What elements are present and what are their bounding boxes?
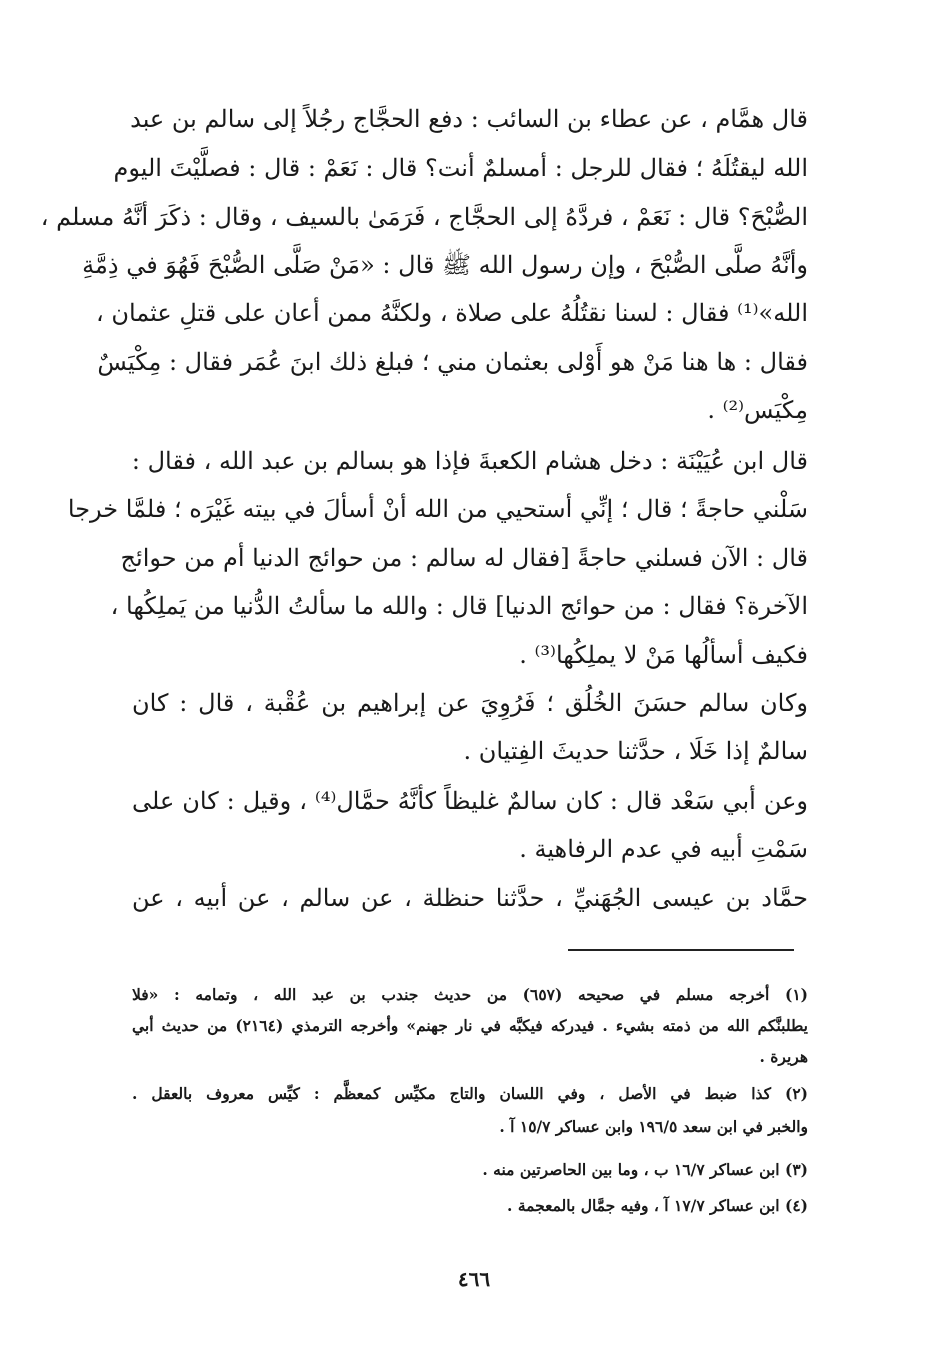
footnote-line: هريرة . <box>759 1047 808 1066</box>
footnote-line: يطلبنَّكم الله من ذمته بشيء . فيدركه فيكبَّه في نار جهنم» وأخرجه الترمذي (٢١٦٤) من حديث أبي <box>132 1016 808 1035</box>
footnote-separator <box>568 949 794 951</box>
body-line: حمَّاد بن عيسى الجُهَنيِّ ، حدَّثنا حنظلة ، عن سالم ، عن أبيه ، عن <box>132 884 808 912</box>
body-line: سالمٌ إذا خَلَا ، حدَّثنا حديثَ الفِتيان . <box>463 737 808 765</box>
body-line: مِكْيَس⁽²⁾ . <box>707 396 808 424</box>
footnote-line: (١) أخرجه مسلم في صحيحه (٦٥٧) من حديث جندب بن عبد الله ، وتمامه : «فلا <box>132 985 808 1004</box>
body-line: سَمْتِ أبيه في عدم الرفاهية . <box>519 835 808 863</box>
footnote-line: والخبر في ابن سعد ١٩٦/٥ وابن عساكر ١٥/٧ آ . <box>499 1117 808 1136</box>
body-line: وكان سالم حسَنَ الخُلُق ؛ فَرُوِيَ عن إبراهيم بن عُقْبة ، قال : كان <box>132 689 808 717</box>
page-number: ٤٦٦ <box>457 1267 491 1291</box>
body-line: فكيف أسألُها مَنْ لا يملِكُها⁽³⁾ . <box>519 641 808 669</box>
body-line: الله»⁽¹⁾ فقال : لسنا نقتُلُهُ على صلاة ، ولكنَّهُ ممن أعان على قتلِ عثمان ، <box>95 299 808 327</box>
body-line: الصُّبْحَ؟ قال : نَعَمْ ، فردَّهُ إلى الحجَّاج ، فَرَمَىٰ بالسيف ، وقال : ذكَرَ أنَّهُ مسلم ، <box>40 203 808 231</box>
body-line: الآخرة؟ فقال : من حوائج الدنيا] قال : والله ما سألتُ الدُّنيا من يَملِكُها ، <box>110 592 808 620</box>
body-line: وعن أبي سَعْد قال : كان سالمٌ غليظاً كأنَّهُ حمَّال⁽⁴⁾ ، وقيل : كان على <box>132 787 809 815</box>
footnote-line: (٤) ابن عساكر ١٧/٧ آ ، وفيه جمَّال بالمعجمة . <box>507 1196 808 1215</box>
body-line: قال ابن عُيَيْنَة : دخل هشام الكعبةَ فإذا هو بسالم بن عبد الله ، فقال : <box>131 447 808 475</box>
body-line: الله ليقتُلَهُ ؛ فقال للرجل : أمسلمٌ أنت؟ قال : نَعَمْ : قال : فصلَّيْتَ اليوم <box>113 154 808 182</box>
body-line: وأنَّهُ صلَّى الصُّبْحَ ، وإن رسول الله ﷺ قال : «مَنْ صَلَّى الصُّبْحَ فَهُوَ في ذِمَّةِ <box>82 251 808 279</box>
body-line: قال همَّام ، عن عطاء بن السائب : دفع الحجَّاج رجُلاً إلى سالم بن عبد <box>130 105 808 133</box>
body-line: قال : الآن فسلني حاجةً [فقال له سالم : من حوائج الدنيا أم من حوائج <box>120 544 808 572</box>
footnote-line: (٣) ابن عساكر ١٦/٧ ب ، وما بين الحاصرتين منه . <box>482 1160 808 1179</box>
body-line: فقال : ها هنا مَنْ هو أَوْلى بعثمان مني ؛ فبلغ ذلك ابنَ عُمَر فقال : مِكْيَسٌ <box>97 348 808 376</box>
body-line: سَلْني حاجةً ؛ قال ؛ إنِّي أستحيي من الله أنْ أسألَ في بيته غَيْرَه ؛ فلمَّا خرجا <box>67 495 808 523</box>
footnote-line: (٢) كذا ضبط في الأصل ، وفي اللسان والتاج مكيِّس كمعظَّم : كيِّس معروف بالعقل . <box>132 1084 808 1103</box>
